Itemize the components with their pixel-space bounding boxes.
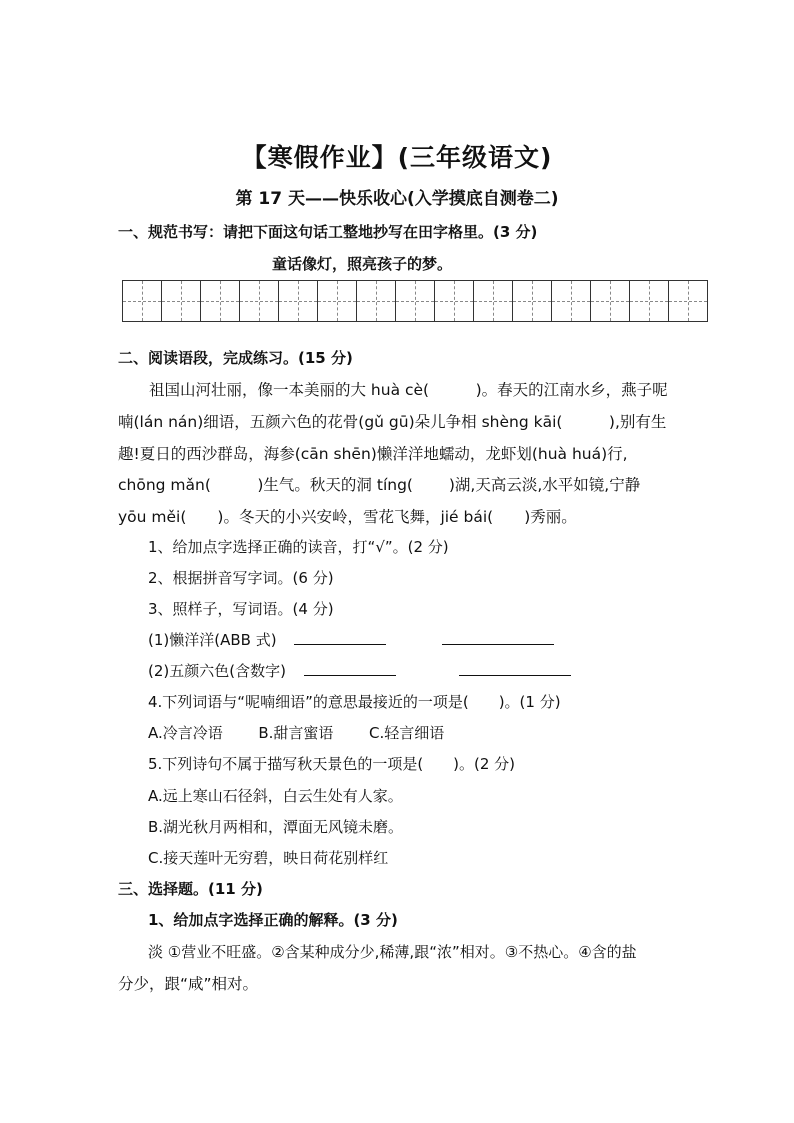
- tianzige-cell[interactable]: [396, 281, 435, 321]
- tianzige-cell[interactable]: [123, 281, 162, 321]
- passage-line: chōng mǎn( )生气。秋天的洞 tíng( )湖,天高云淡,水平如镜,宁静: [118, 476, 641, 494]
- copy-sentence: 童话像灯，照亮孩子的梦。: [272, 255, 453, 273]
- question-3b-label: (2)五颜六色(含数字): [148, 662, 286, 680]
- answer-blank[interactable]: [442, 630, 554, 645]
- question-4-options: [148, 722, 444, 743]
- passage-line: yōu měi( )。冬天的小兴安岭，雪花飞舞，jié bái( )秀丽。: [118, 508, 577, 526]
- answer-blank[interactable]: [304, 661, 396, 676]
- tianzige-cell[interactable]: [513, 281, 552, 321]
- tianzige-cell[interactable]: [474, 281, 513, 321]
- tianzige-cell[interactable]: [357, 281, 396, 321]
- tianzige-cell[interactable]: [669, 281, 707, 321]
- section2-heading: 二、阅读语段，完成练习。(15 分): [118, 349, 353, 367]
- question-3b-row: [148, 660, 571, 681]
- tianzige-cell[interactable]: [630, 281, 669, 321]
- question-3a-row: [148, 629, 554, 650]
- question-4: 4.下列词语与“呢喃细语”的意思最接近的一项是( )。(1 分): [148, 693, 561, 711]
- option-b[interactable]: B.甜言蜜语: [258, 724, 334, 742]
- tianzige-cell[interactable]: [552, 281, 591, 321]
- passage-line: 趣!夏日的西沙群岛，海参(cān shēn)懒洋洋地蠕动，龙虾划(huà huá)行,: [118, 445, 628, 463]
- definition-line: 淡 ①营业不旺盛。②含某种成分少,稀薄,跟“浓”相对。③不热心。④含的盐: [148, 943, 637, 961]
- question-2: 2、根据拼音写字词。(6 分): [148, 569, 334, 587]
- option-a[interactable]: A.冷言冷语: [148, 724, 223, 742]
- option-c[interactable]: C.轻言细语: [368, 724, 445, 742]
- answer-blank[interactable]: [294, 630, 386, 645]
- page-subtitle: 第 17 天——快乐收心(入学摸底自测卷二): [235, 189, 559, 209]
- tianzige-cell[interactable]: [591, 281, 630, 321]
- tianzige-cell[interactable]: [162, 281, 201, 321]
- section3-heading: 三、选择题。(11 分): [118, 880, 263, 898]
- option-b[interactable]: B.湖光秋月两相和，潭面无风镜未磨。: [148, 818, 404, 836]
- passage-line: 喃(lán nán)细语，五颜六色的花骨(gǔ gū)朵儿争相 shèng kāi( ),别有生: [118, 413, 667, 431]
- tianzige-cell[interactable]: [201, 281, 240, 321]
- tianzige-cell[interactable]: [240, 281, 279, 321]
- question-1: 1、给加点字选择正确的读音，打“√”。(2 分): [148, 538, 449, 556]
- tianzige-cell[interactable]: [279, 281, 318, 321]
- option-c[interactable]: C.接天莲叶无穷碧，映日荷花别样红: [148, 849, 389, 867]
- section1-heading: 一、规范书写：请把下面这句话工整地抄写在田字格里。(3 分): [118, 223, 538, 241]
- tianzige-grid[interactable]: [122, 280, 708, 322]
- answer-blank[interactable]: [459, 661, 571, 676]
- section3-question-1: 1、给加点字选择正确的解释。(3 分): [148, 911, 398, 929]
- question-3a-label: (1)懒洋洋(ABB 式): [148, 631, 277, 649]
- tianzige-cell[interactable]: [318, 281, 357, 321]
- option-a[interactable]: A.远上寒山石径斜，白云生处有人家。: [148, 787, 403, 805]
- definition-line: 分少，跟“咸”相对。: [118, 975, 259, 993]
- tianzige-cell[interactable]: [435, 281, 474, 321]
- question-5: 5.下列诗句不属于描写秋天景色的一项是( )。(2 分): [148, 755, 516, 773]
- passage-line: 祖国山河壮丽，像一本美丽的大 huà cè( )。春天的江南水乡，燕子呢: [118, 381, 668, 399]
- page-title: 【寒假作业】(三年级语文): [241, 143, 553, 172]
- question-3: 3、照样子，写词语。(4 分): [148, 600, 334, 618]
